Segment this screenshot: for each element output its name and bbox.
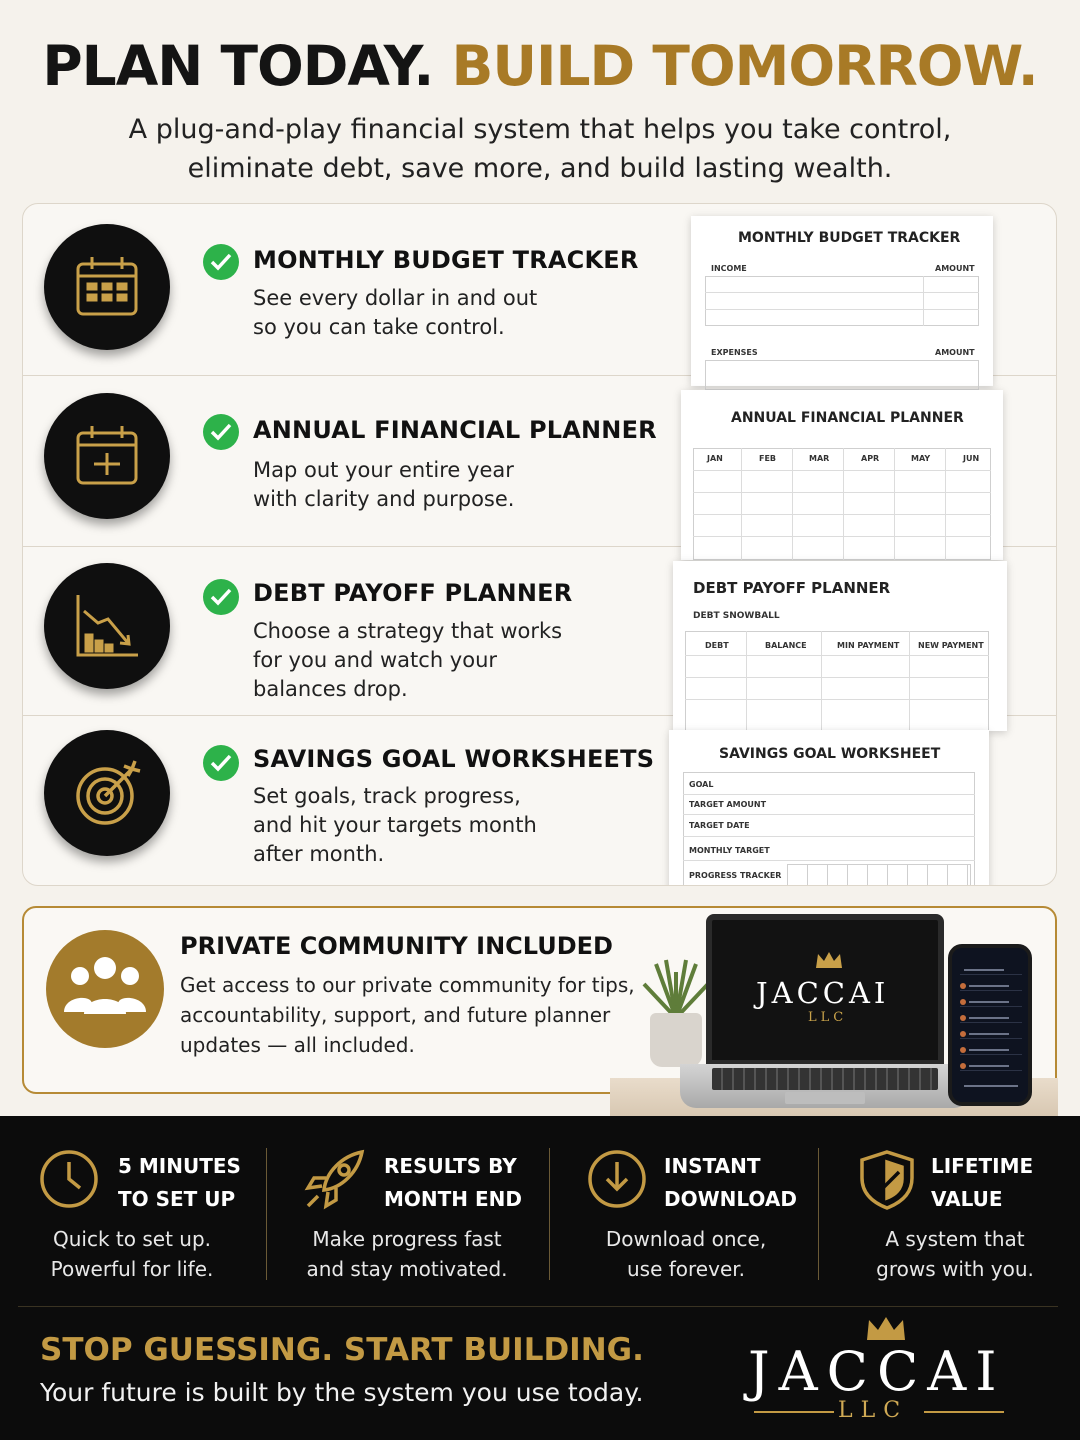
perk-desc-line: Make progress fast [312, 1227, 502, 1251]
perk-desc-line: grows with you. [876, 1257, 1034, 1281]
phone-row [960, 966, 1022, 975]
crown-icon [864, 1314, 908, 1342]
perk-title-line: DOWNLOAD [664, 1187, 797, 1211]
feature-description [253, 782, 537, 869]
headline-part-1: PLAN TODAY. [42, 34, 434, 98]
community-title: PRIVATE COMMUNITY INCLUDED [180, 932, 613, 960]
plant-pot [650, 1013, 702, 1067]
feature-row-annual [23, 376, 1056, 547]
subtitle-line-2: eliminate debt, save more, and build lasting wealth. [187, 153, 893, 184]
feature-desc-line: balances drop. [253, 677, 408, 701]
sheet-label: AMOUNT [935, 348, 975, 357]
perk-setup [38, 1148, 308, 1288]
chart-down-icon [44, 563, 170, 689]
phone-row [960, 1030, 1022, 1039]
perk-title [384, 1150, 522, 1216]
phone-device [948, 944, 1032, 1106]
sheet-label: EXPENSES [711, 348, 758, 357]
feature-row-budget [23, 204, 1056, 376]
sheet-line [683, 794, 975, 795]
sheet-label: DEBT [705, 641, 729, 650]
laptop-screen [706, 914, 944, 1066]
sheet-label: TARGET DATE [689, 821, 750, 830]
perk-description [556, 1224, 816, 1284]
page-subtitle [0, 110, 1080, 188]
check-icon [203, 414, 239, 450]
perk-title-line: INSTANT [664, 1154, 761, 1178]
check-icon [203, 745, 239, 781]
sheet-line [683, 814, 975, 815]
footer-divider [18, 1306, 1058, 1307]
brand-line-right [924, 1411, 1004, 1413]
sheet-line [683, 860, 975, 861]
perk-title-line: MONTH END [384, 1187, 522, 1211]
perk-desc-line: Quick to set up. [53, 1227, 211, 1251]
perk-title [931, 1150, 1033, 1216]
sheet-label: MIN PAYMENT [837, 641, 900, 650]
feature-row-debt [23, 547, 1056, 716]
perk-description [277, 1224, 537, 1284]
perk-desc-line: and stay motivated. [306, 1257, 508, 1281]
sheet-line [843, 448, 844, 560]
perk-title-line: RESULTS BY [384, 1154, 517, 1178]
rocket-icon [304, 1148, 366, 1210]
sheet-line [693, 536, 991, 537]
feature-description [253, 284, 537, 342]
laptop-trackpad [785, 1092, 865, 1104]
sheet-label: NEW PAYMENT [918, 641, 984, 650]
brand-logo-sub: LLC [838, 1398, 909, 1423]
calendar-plan-icon [44, 393, 170, 519]
sheet-box [693, 448, 991, 560]
features-card [22, 203, 1057, 886]
feature-desc-line: for you and watch your [253, 648, 498, 672]
sheet-title: SAVINGS GOAL WORKSHEET [719, 746, 941, 762]
savings-sheet-preview [669, 730, 989, 886]
community-description [180, 970, 650, 1060]
perk-title-line: 5 MINUTES [118, 1154, 241, 1178]
sheet-subtitle: DEBT SNOWBALL [693, 611, 780, 621]
feature-title: SAVINGS GOAL WORKSHEETS [253, 745, 655, 773]
cta-heading: STOP GUESSING. START BUILDING. [40, 1332, 644, 1368]
perk-divider [549, 1148, 550, 1280]
budget-sheet-preview [691, 216, 993, 386]
sheet-label: GOAL [689, 780, 714, 789]
phone-row [960, 1046, 1022, 1055]
sheet-title: ANNUAL FINANCIAL PLANNER [731, 410, 964, 426]
sheet-label: PROGRESS TRACKER [689, 871, 782, 880]
sheet-line [693, 514, 991, 515]
sheet-line [792, 448, 793, 560]
brand-logo-text: JACCAI [748, 1340, 1006, 1403]
phone-row [960, 998, 1022, 1007]
sheet-label: MAY [911, 454, 931, 463]
perk-desc-line: Download once, [605, 1227, 767, 1251]
check-icon [203, 579, 239, 615]
sheet-line [705, 292, 979, 293]
shield-icon [856, 1148, 918, 1210]
perk-description [825, 1224, 1080, 1284]
check-icon [203, 244, 239, 280]
feature-title: DEBT PAYOFF PLANNER [253, 579, 573, 607]
feature-desc-line: Map out your entire year [253, 458, 514, 482]
sheet-line [923, 276, 924, 326]
sheet-line [894, 448, 895, 560]
subtitle-line-1: A plug-and-play financial system that helps you take control, [128, 114, 952, 145]
download-icon [586, 1148, 648, 1210]
debt-sheet-preview [673, 561, 1007, 731]
sheet-label: FEB [759, 454, 777, 463]
feature-desc-line: Choose a strategy that works [253, 619, 563, 643]
perk-desc-line: Powerful for life. [50, 1257, 214, 1281]
sheet-label: APR [861, 454, 880, 463]
perk-divider [266, 1148, 267, 1280]
sheet-line [741, 448, 742, 560]
sheet-label: MONTHLY TARGET [689, 846, 770, 855]
community-desc-line: updates — all included. [180, 1033, 415, 1057]
perk-title-line: VALUE [931, 1187, 1003, 1211]
feature-description [253, 617, 562, 704]
feature-desc-line: Set goals, track progress, [253, 784, 521, 808]
clock-icon [38, 1148, 100, 1210]
phone-row [960, 1062, 1022, 1071]
perk-description [2, 1224, 262, 1284]
sheet-label: INCOME [711, 264, 747, 273]
phone-tabbar [960, 1082, 1022, 1091]
perk-desc-line: A system that [885, 1227, 1025, 1251]
sheet-label: JAN [707, 454, 723, 463]
sheet-label: BALANCE [765, 641, 807, 650]
feature-row-savings [23, 716, 1056, 886]
sheet-line [685, 699, 989, 700]
headline-part-2: BUILD TOMORROW. [451, 34, 1038, 98]
calendar-icon [44, 224, 170, 350]
perk-download [586, 1148, 856, 1288]
sheet-line [945, 448, 946, 560]
footer-tagline: Your future is built by the system you use today. [40, 1378, 644, 1407]
sheet-title: DEBT PAYOFF PLANNER [693, 579, 891, 597]
sheet-line [705, 309, 979, 310]
sheet-label: AMOUNT [935, 264, 975, 273]
phone-row [960, 1014, 1022, 1023]
sheet-line [693, 470, 991, 471]
annual-sheet-preview [681, 390, 1003, 560]
feature-desc-line: so you can take control. [253, 315, 505, 339]
community-desc-line: Get access to our private community for tips, [180, 973, 635, 997]
feature-desc-line: after month. [253, 842, 385, 866]
sheet-line [685, 677, 989, 678]
feature-desc-line: with clarity and purpose. [253, 487, 515, 511]
sheet-title: MONTHLY BUDGET TRACKER [738, 230, 961, 246]
crown-icon [814, 950, 844, 970]
target-icon [44, 730, 170, 856]
perk-title-line: LIFETIME [931, 1154, 1034, 1178]
laptop-logo-text: JACCAI [756, 976, 890, 1010]
perk-title [118, 1150, 241, 1216]
progress-tracker-boxes [787, 864, 971, 886]
sheet-label: JUN [963, 454, 980, 463]
feature-desc-line: and hit your targets month [253, 813, 537, 837]
laptop-keyboard [712, 1068, 938, 1090]
phone-row [960, 982, 1022, 991]
brand-line-left [754, 1411, 834, 1413]
users-icon [46, 930, 164, 1048]
sheet-box [705, 276, 979, 326]
sheet-line [683, 836, 975, 837]
feature-description [253, 456, 514, 514]
laptop-logo-sub: LLC [808, 1010, 848, 1025]
sheet-line [685, 655, 989, 656]
sheet-label: MAR [809, 454, 830, 463]
perk-results [304, 1148, 574, 1288]
community-desc-line: accountability, support, and future planner [180, 1003, 611, 1027]
perk-desc-line: use forever. [626, 1257, 745, 1281]
perk-divider [818, 1148, 819, 1280]
page-headline [0, 34, 1080, 98]
perk-title [664, 1150, 797, 1216]
sheet-line [693, 492, 991, 493]
perk-lifetime [856, 1148, 1080, 1288]
feature-desc-line: See every dollar in and out [253, 286, 538, 310]
sheet-label: TARGET AMOUNT [689, 800, 767, 809]
feature-title: ANNUAL FINANCIAL PLANNER [253, 416, 657, 444]
feature-title: MONTHLY BUDGET TRACKER [253, 246, 639, 274]
perk-title-line: TO SET UP [118, 1187, 236, 1211]
